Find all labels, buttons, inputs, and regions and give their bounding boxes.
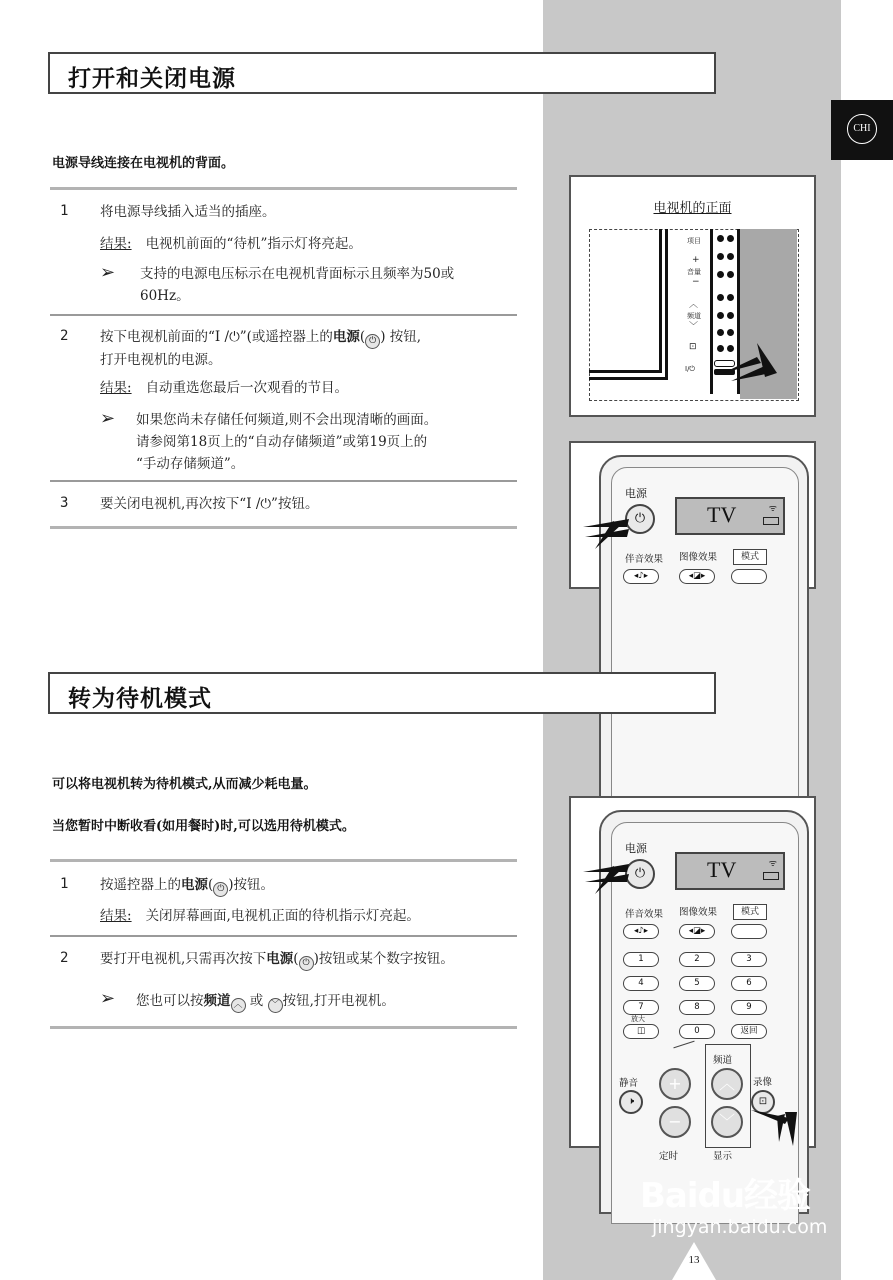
divider — [50, 859, 517, 862]
mute-label: 静音 — [619, 1078, 639, 1089]
step-text: 按遥控器上的电源( ⏻ )按钮。 — [100, 874, 274, 897]
picture-effect-label: 图像效果 — [679, 907, 718, 918]
tv-label-channel: 频道 — [687, 312, 701, 320]
power-icon: ⏻ — [365, 334, 380, 349]
zoom-button[interactable]: ◫ — [623, 1024, 659, 1039]
record-button[interactable]: ⊡ — [751, 1090, 775, 1114]
tv-label-item: 项目 — [687, 237, 701, 245]
tv-label-plus: + — [692, 255, 700, 265]
digit-button[interactable]: 6 — [731, 976, 767, 991]
tv-label-up: ︿ — [689, 300, 699, 310]
divider — [50, 314, 517, 316]
power-icon: ⏻ — [299, 956, 314, 971]
section-title-power: 打开和关闭电源 — [48, 52, 716, 94]
step-number: 1 — [60, 876, 69, 892]
step-text: 要关闭电视机,再次按下“Ⅰ /⏻”按钮。 — [100, 496, 319, 512]
pointer-arrow-icon — [749, 1106, 799, 1150]
battery-icon — [763, 872, 779, 880]
tv-label-source: ⊡ — [689, 342, 697, 352]
power-intro: 电源导线连接在电视机的背面。 — [52, 156, 235, 171]
blank-button[interactable] — [731, 924, 767, 939]
step-text: 将电源导线插入适当的插座。 — [100, 204, 276, 220]
sound-effect-button[interactable]: ◂♪▸ — [623, 569, 659, 584]
channel-down-icon: ﹀ — [268, 998, 283, 1013]
volume-down-button[interactable]: − — [659, 1106, 691, 1138]
channel-down-button[interactable]: ﹀ — [711, 1106, 743, 1138]
remote-lcd: TV ᯤ — [675, 852, 785, 890]
step-result: 结果: 关闭屏幕画面,电视机正面的待机指示灯亮起。 — [100, 908, 420, 924]
digit-button[interactable]: 5 — [679, 976, 715, 991]
record-label: 录像 — [753, 1077, 773, 1088]
remote-full-figure — [569, 796, 816, 1162]
divider — [50, 935, 517, 937]
channel-label: 频道 — [713, 1055, 733, 1066]
picture-effect-button[interactable]: ◂◪▸ — [679, 569, 715, 584]
mute-button[interactable]: 🕨 — [619, 1090, 643, 1114]
pointer-arrow-icon — [581, 860, 641, 900]
channel-up-icon: ︿ — [231, 998, 246, 1013]
standby-intro-1: 可以将电视机转为待机模式,从而减少耗电量。 — [52, 777, 317, 792]
standby-intro-2: 当您暂时中断收看(如用餐时)时,可以选用待机模式。 — [52, 819, 355, 834]
zoom-label: 放大 — [631, 1015, 645, 1023]
divider — [50, 187, 517, 190]
step-note: 您也可以按频道 ︿ 或 ﹀ 按钮,打开电视机。 — [136, 990, 395, 1013]
remote-body — [599, 455, 809, 839]
tv-front-caption: 电视机的正面 — [653, 201, 732, 216]
baidu-watermark — [636, 1150, 846, 1245]
divider — [50, 480, 517, 482]
tv-label-minus: − — [692, 277, 700, 287]
tv-front-figure — [569, 175, 816, 417]
remote-power-button[interactable]: ⏻ — [625, 859, 655, 889]
section-title-standby: 转为待机模式 — [48, 672, 716, 714]
digit-button[interactable]: 9 — [731, 1000, 767, 1015]
digit-button[interactable]: 8 — [679, 1000, 715, 1015]
signal-icon: ᯤ — [768, 504, 777, 514]
language-tab — [831, 100, 893, 160]
tv-label-volume: 音量 — [687, 268, 701, 276]
step-note: 支持的电源电压标示在电视机背面标示且频率为50或 60Hz。 — [140, 266, 455, 304]
digit-button[interactable]: 1 — [623, 952, 659, 967]
remote-power-label: 电源 — [625, 842, 647, 855]
step-result: 结果: 电视机前面的“待机”指示灯将亮起。 — [100, 236, 362, 252]
divider — [50, 526, 517, 529]
step-note: 如果您尚未存储任何频道,则不会出现清晰的画面。 请参阅第18页上的“自动存储频道”或第19页上的 “手动存储频道”。 — [136, 412, 438, 472]
sound-effect-label: 伴音效果 — [625, 909, 664, 920]
digit-button[interactable]: 2 — [679, 952, 715, 967]
blank-button[interactable] — [731, 569, 767, 584]
remote-power-button[interactable]: ⏻ — [625, 504, 655, 534]
note-arrow-icon: ➢ — [100, 262, 116, 283]
note-arrow-icon: ➢ — [100, 988, 116, 1009]
step-text: 要打开电视机,只需再次按下电源( ⏻ )按钮或某个数字按钮。 — [100, 948, 454, 971]
picture-effect-label: 图像效果 — [679, 552, 718, 563]
picture-effect-button[interactable]: ◂◪▸ — [679, 924, 715, 939]
display-label: 显示 — [713, 1151, 733, 1162]
page-number: 13 — [672, 1240, 716, 1280]
note-arrow-icon: ➢ — [100, 408, 116, 429]
back-button[interactable]: 返回 — [731, 1024, 767, 1039]
tv-label-power: Ⅰ/⏻ — [685, 365, 695, 373]
digit-button[interactable]: 7 — [623, 1000, 659, 1015]
remote-top-figure — [569, 441, 816, 589]
pointer-arrow-icon — [581, 515, 641, 555]
sound-effect-button[interactable]: ◂♪▸ — [623, 924, 659, 939]
digit-button[interactable]: 4 — [623, 976, 659, 991]
step-result: 结果: 自动重选您最后一次观看的节目。 — [100, 380, 349, 396]
divider — [50, 1026, 517, 1029]
remote-power-label: 电源 — [625, 487, 647, 500]
language-badge: CHI — [847, 114, 877, 144]
digit-button[interactable]: 3 — [731, 952, 767, 967]
timer-label: 定时 — [659, 1151, 679, 1162]
watermark-logo: Baidu经验 — [640, 1176, 811, 1216]
step-number: 1 — [60, 203, 69, 219]
step-text: 按下电视机前面的“Ⅰ /⏻”(或遥控器上的电源( ⏻ ) 按钮, 打开电视机的电源。 — [100, 329, 422, 368]
step-number: 2 — [60, 950, 69, 966]
mode-button[interactable]: 模式 — [733, 904, 767, 920]
step-number: 2 — [60, 328, 69, 344]
volume-up-button[interactable]: + — [659, 1068, 691, 1100]
mode-button[interactable]: 模式 — [733, 549, 767, 565]
battery-icon — [763, 517, 779, 525]
signal-icon: ᯤ — [768, 859, 777, 869]
channel-up-button[interactable]: ︿ — [711, 1068, 743, 1100]
sound-effect-label: 伴音效果 — [625, 554, 664, 565]
pointer-arrow-icon — [721, 337, 781, 387]
step-number: 3 — [60, 495, 69, 511]
watermark-url: jingyan.baidu.com — [652, 1216, 828, 1238]
digit-button[interactable]: 0 — [679, 1024, 715, 1039]
tv-label-down: ﹀ — [689, 322, 699, 332]
power-icon: ⏻ — [213, 882, 228, 897]
remote-lcd: TV ᯤ — [675, 497, 785, 535]
